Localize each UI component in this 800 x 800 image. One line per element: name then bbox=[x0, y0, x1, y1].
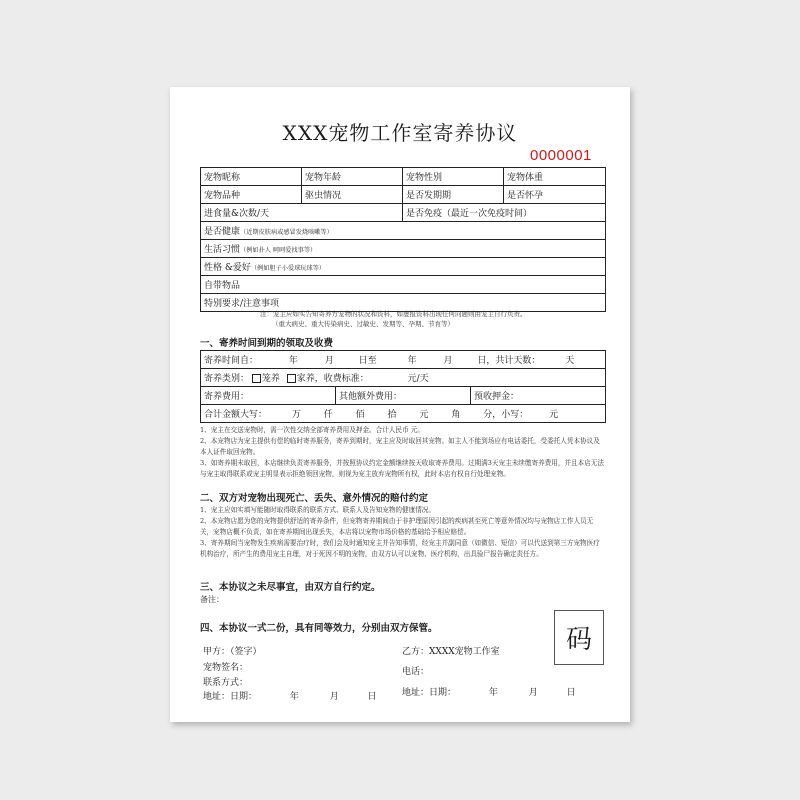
hobby-field[interactable] bbox=[201, 258, 606, 276]
address-date-label: 地址：日期： bbox=[402, 688, 457, 698]
table-row bbox=[201, 405, 606, 423]
section1-terms bbox=[200, 425, 605, 480]
health-field[interactable] bbox=[201, 222, 606, 240]
table-row bbox=[201, 258, 606, 276]
yuan-unit: 元 bbox=[419, 410, 429, 420]
shi-unit: 拾 bbox=[387, 410, 397, 420]
day-unit: 日 bbox=[367, 692, 377, 702]
cage-label: 笼养 bbox=[261, 374, 280, 384]
party-b-phone[interactable]: 电话： bbox=[402, 667, 430, 677]
extra-fee-field[interactable]: 其他额外费用： bbox=[336, 387, 471, 405]
term-paragraph: 1、宠主在交送宠物时，需一次性交纳全部寄养费用及押金。合计人民币 元。 bbox=[200, 426, 424, 434]
days-unit: 天 bbox=[565, 356, 575, 366]
pet-age-label[interactable]: 宠物年龄 bbox=[302, 168, 403, 186]
habit-hint: （例如扑人 呵呵爱找事等） bbox=[240, 247, 317, 254]
stamp-box bbox=[554, 610, 604, 665]
pet-info-table bbox=[200, 167, 606, 312]
boarding-type-field bbox=[201, 369, 606, 387]
stamp-glyph: 码 bbox=[565, 625, 592, 655]
term-paragraph: 2、本宠物店为宠主提供有偿的临时寄养服务，寄养到期时，宠主应及时取回其宠物。如主人不能到场应有电话委托，受委托人凭本协议及本人证件取回宠物。 bbox=[200, 437, 600, 456]
special-requests-field[interactable]: 特别要求/注意事项 bbox=[201, 294, 606, 312]
table-row bbox=[201, 240, 606, 258]
address-date-label: 地址：日期： bbox=[203, 692, 258, 702]
year-unit: 年 bbox=[289, 692, 299, 702]
pet-signature[interactable]: 宠物签名： bbox=[203, 663, 249, 673]
year-unit: 年 bbox=[407, 356, 417, 366]
total-label: 合计金额大写： bbox=[204, 410, 268, 420]
table-row bbox=[201, 351, 606, 369]
cage-checkbox[interactable] bbox=[252, 374, 261, 383]
party-b-signature[interactable]: 乙方：XXXX宠物工作室 bbox=[402, 647, 500, 657]
health-label: 是否健康 bbox=[204, 227, 241, 237]
table-row bbox=[201, 204, 606, 222]
year-unit: 年 bbox=[288, 356, 298, 366]
term-paragraph: 1、宠主应如实填写能随时取得联系的联系方式、联系人及告知宠物的健康情况。 bbox=[200, 506, 435, 514]
deworming-label[interactable]: 驱虫情况 bbox=[302, 186, 403, 204]
pet-gender-label[interactable]: 宠物性别 bbox=[403, 168, 504, 186]
wan-unit: 万 bbox=[291, 410, 301, 420]
vaccination-label[interactable]: 是否免疫（最近一次免疫时间） bbox=[403, 204, 606, 222]
total-amount-field[interactable] bbox=[201, 405, 606, 423]
table-row bbox=[201, 387, 606, 405]
party-b-address-date[interactable] bbox=[402, 685, 576, 698]
serial-number: 0000001 bbox=[530, 147, 592, 164]
habit-field[interactable] bbox=[201, 240, 606, 258]
fee-table bbox=[200, 350, 606, 423]
section2-terms bbox=[200, 505, 605, 560]
party-a-signature[interactable]: 甲方：（签字） bbox=[203, 647, 262, 657]
table-row bbox=[201, 168, 606, 186]
disclosure-note: 注：宠主应如实告知寄养方宠物的状况和资料，如虚报资料出现任何问题则由宠主自行负责。 bbox=[260, 310, 527, 318]
party-a-contact[interactable]: 联系方式： bbox=[203, 678, 249, 688]
term-paragraph: 2、本宠物店愿为您的宠物提供舒适的寄养条件，但宠物寄养期间由于非护理原因引起的疾病甚至死亡等意外情况均与宠物店工作人员无关，宠物店概不负责，如在寄养期间出现丢失，本店将以宠物市场价格的基础给予相应赔偿。 bbox=[200, 517, 594, 536]
term-paragraph: 3、如寄养期未取回，本店继续负责寄养服务，并按照协议约定金额继续按天收取寄养费用。过期满3天宠主未续缴寄养费用，并且本店无法与宠主取得联系或宠主明显表示拒绝领回宠物，则视为宠主放弃宠物所有权，此时本店有权自行处理宠物。 bbox=[200, 459, 605, 478]
fen-unit: 分，小写： bbox=[483, 410, 529, 420]
section3-heading: 三、本协议之未尽事宜，由双方自行约定。 bbox=[200, 582, 381, 593]
month-unit: 月 bbox=[329, 692, 339, 702]
table-row bbox=[201, 369, 606, 387]
pet-weight-label[interactable]: 宠物体重 bbox=[504, 168, 606, 186]
home-label: 家养，收费标准： bbox=[296, 374, 369, 384]
year-unit: 年 bbox=[488, 688, 498, 698]
jiao-unit: 角 bbox=[451, 410, 461, 420]
food-intake-label[interactable]: 进食量&次数/天 bbox=[201, 204, 403, 222]
hobby-hint: （例如胆子小爱球玩球等） bbox=[250, 265, 326, 272]
table-row bbox=[201, 222, 606, 240]
month-unit: 月 bbox=[528, 688, 538, 698]
month-unit: 月 bbox=[324, 356, 334, 366]
term-paragraph: 3、寄养期间当宠物发生疾病需要治疗时，我们会及时通知宠主并告知事情，经宠主并副同意（如微信、短信）可以代送到第三方宠物医疗机构治疗，所产生的费用宠主自理，对于死因不明的宠物，由双方认可以宠物、医疗机构，出具验尸报告确定责任方。 bbox=[200, 539, 600, 558]
hobby-label: 性格 &爱好 bbox=[204, 263, 251, 273]
type-label: 寄养类别： bbox=[204, 374, 250, 384]
disclosure-note-detail: （重大病史、重大传染病史、过敏史、发期等、孕期、节育等） bbox=[272, 320, 454, 328]
pregnancy-label[interactable]: 是否怀孕 bbox=[504, 186, 606, 204]
month-unit: 月 bbox=[443, 356, 453, 366]
party-a-address-date[interactable] bbox=[203, 689, 377, 702]
section4-heading: 四、本协议一式二份，具有同等效力，分别由双方保管。 bbox=[200, 623, 438, 634]
table-row bbox=[201, 186, 606, 204]
health-hint: （近期皮肤病或感冒发烧咳嗽等） bbox=[240, 229, 333, 236]
table-row bbox=[201, 276, 606, 294]
day-to-unit: 日至 bbox=[358, 356, 377, 366]
section1-heading: 一、寄养时间到期的领取及收费 bbox=[200, 338, 334, 349]
deposit-field[interactable]: 预收押金： bbox=[471, 387, 606, 405]
remark-label: 备注： bbox=[200, 595, 224, 604]
time-label: 寄养时间自： bbox=[204, 356, 259, 366]
habit-label: 生活习惯 bbox=[204, 245, 241, 255]
pet-breed-label[interactable]: 宠物品种 bbox=[201, 186, 302, 204]
home-checkbox[interactable] bbox=[287, 374, 296, 383]
boarding-period-field[interactable] bbox=[201, 351, 606, 369]
bai-unit: 佰 bbox=[355, 410, 365, 420]
qian-unit: 仟 bbox=[323, 410, 333, 420]
total-days-label: 日，共计天数： bbox=[477, 356, 541, 366]
pet-nickname-label[interactable]: 宠物昵称 bbox=[201, 168, 302, 186]
page-title: XXX宠物工作室寄养协议 bbox=[282, 121, 518, 145]
per-day-unit: 元/天 bbox=[407, 374, 429, 384]
day-unit: 日 bbox=[566, 688, 576, 698]
belongings-field[interactable]: 自带物品 bbox=[201, 276, 606, 294]
agreement-sheet bbox=[170, 87, 630, 722]
fee-field[interactable]: 寄养费用： bbox=[201, 387, 336, 405]
heat-period-label[interactable]: 是否发期期 bbox=[403, 186, 504, 204]
yuan-lower-unit: 元 bbox=[549, 410, 559, 420]
section2-heading: 二、双方对宠物出现死亡、丢失、意外情况的赔付约定 bbox=[200, 493, 429, 504]
